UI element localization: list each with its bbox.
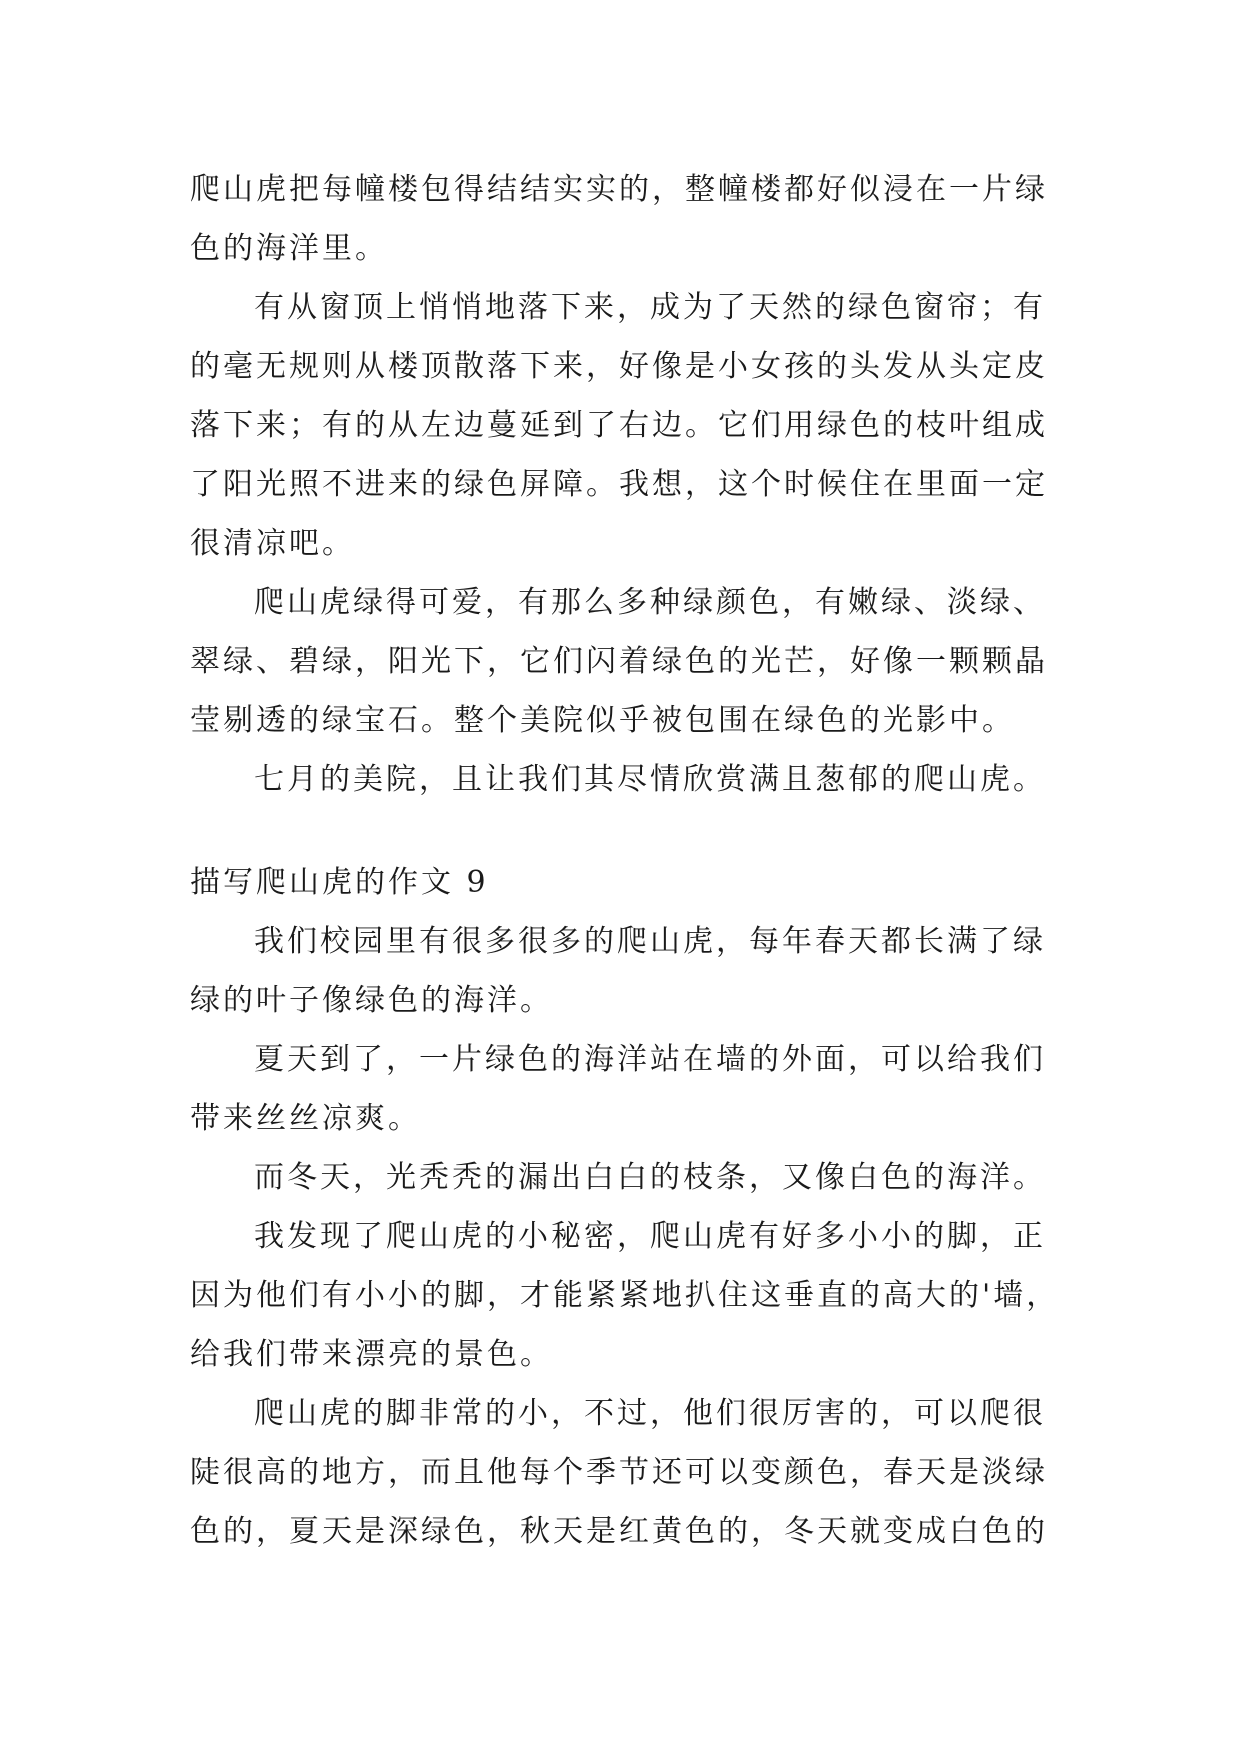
text-line: 七月的美院，且让我们其尽情欣赏满且葱郁的爬山虎。 (254, 762, 1046, 797)
paragraph (190, 160, 1060, 278)
text-line: 我们校园里有很多很多的爬山虎，每年春天都长满了绿 (254, 924, 1046, 959)
paragraph (190, 750, 1060, 809)
text-line: 了阳光照不进来的绿色屏障。我想，这个时候住在里面一定 (190, 467, 1048, 502)
text-line: 翠绿、碧绿，阳光下，它们闪着绿色的光芒，好像一颗颗晶 (190, 644, 1048, 679)
essay-continued-section (190, 160, 1060, 809)
text-line: 爬山虎的脚非常的小，不过，他们很厉害的，可以爬很 (254, 1396, 1046, 1431)
text-line: 给我们带来漂亮的景色。 (190, 1337, 553, 1372)
paragraph (190, 1384, 1060, 1561)
essay-9-section (190, 912, 1060, 1561)
paragraph (190, 1148, 1060, 1207)
text-line: 而冬天，光秃秃的漏出白白的枝条，又像白色的海洋。 (254, 1160, 1046, 1195)
text-line: 带来丝丝凉爽。 (190, 1101, 421, 1136)
text-line: 爬山虎把每幢楼包得结结实实的，整幢楼都好似浸在一片绿 (190, 172, 1048, 207)
paragraph (190, 573, 1060, 750)
text-line: 莹剔透的绿宝石。整个美院似乎被包围在绿色的光影中。 (190, 703, 1015, 738)
text-line: 陡很高的地方，而且他每个季节还可以变颜色，春天是淡绿 (190, 1455, 1048, 1490)
paragraph (190, 278, 1060, 573)
text-line: 绿的叶子像绿色的海洋。 (190, 983, 553, 1018)
paragraph (190, 1207, 1060, 1384)
document-page (190, 160, 1060, 1561)
text-line: 夏天到了，一片绿色的海洋站在墙的外面，可以给我们 (254, 1042, 1046, 1077)
text-line: 色的海洋里。 (190, 231, 388, 266)
text-line: 色的，夏天是深绿色，秋天是红黄色的，冬天就变成白色的 (190, 1514, 1048, 1549)
essay-heading: 描写爬山虎的作文 9 (190, 865, 489, 900)
text-line: 落下来；有的从左边蔓延到了右边。它们用绿色的枝叶组成 (190, 408, 1048, 443)
text-line: 因为他们有小小的脚，才能紧紧地扒住这垂直的高大的'墙， (190, 1278, 1060, 1313)
text-line: 有从窗顶上悄悄地落下来，成为了天然的绿色窗帘；有 (254, 290, 1046, 325)
text-line: 的毫无规则从楼顶散落下来，好像是小女孩的头发从头定皮 (190, 349, 1048, 384)
text-line: 很清凉吧。 (190, 526, 355, 561)
paragraph (190, 1030, 1060, 1148)
text-line: 爬山虎绿得可爱，有那么多种绿颜色，有嫩绿、淡绿、 (254, 585, 1046, 620)
paragraph (190, 912, 1060, 1030)
text-line: 我发现了爬山虎的小秘密，爬山虎有好多小小的脚，正 (254, 1219, 1046, 1254)
